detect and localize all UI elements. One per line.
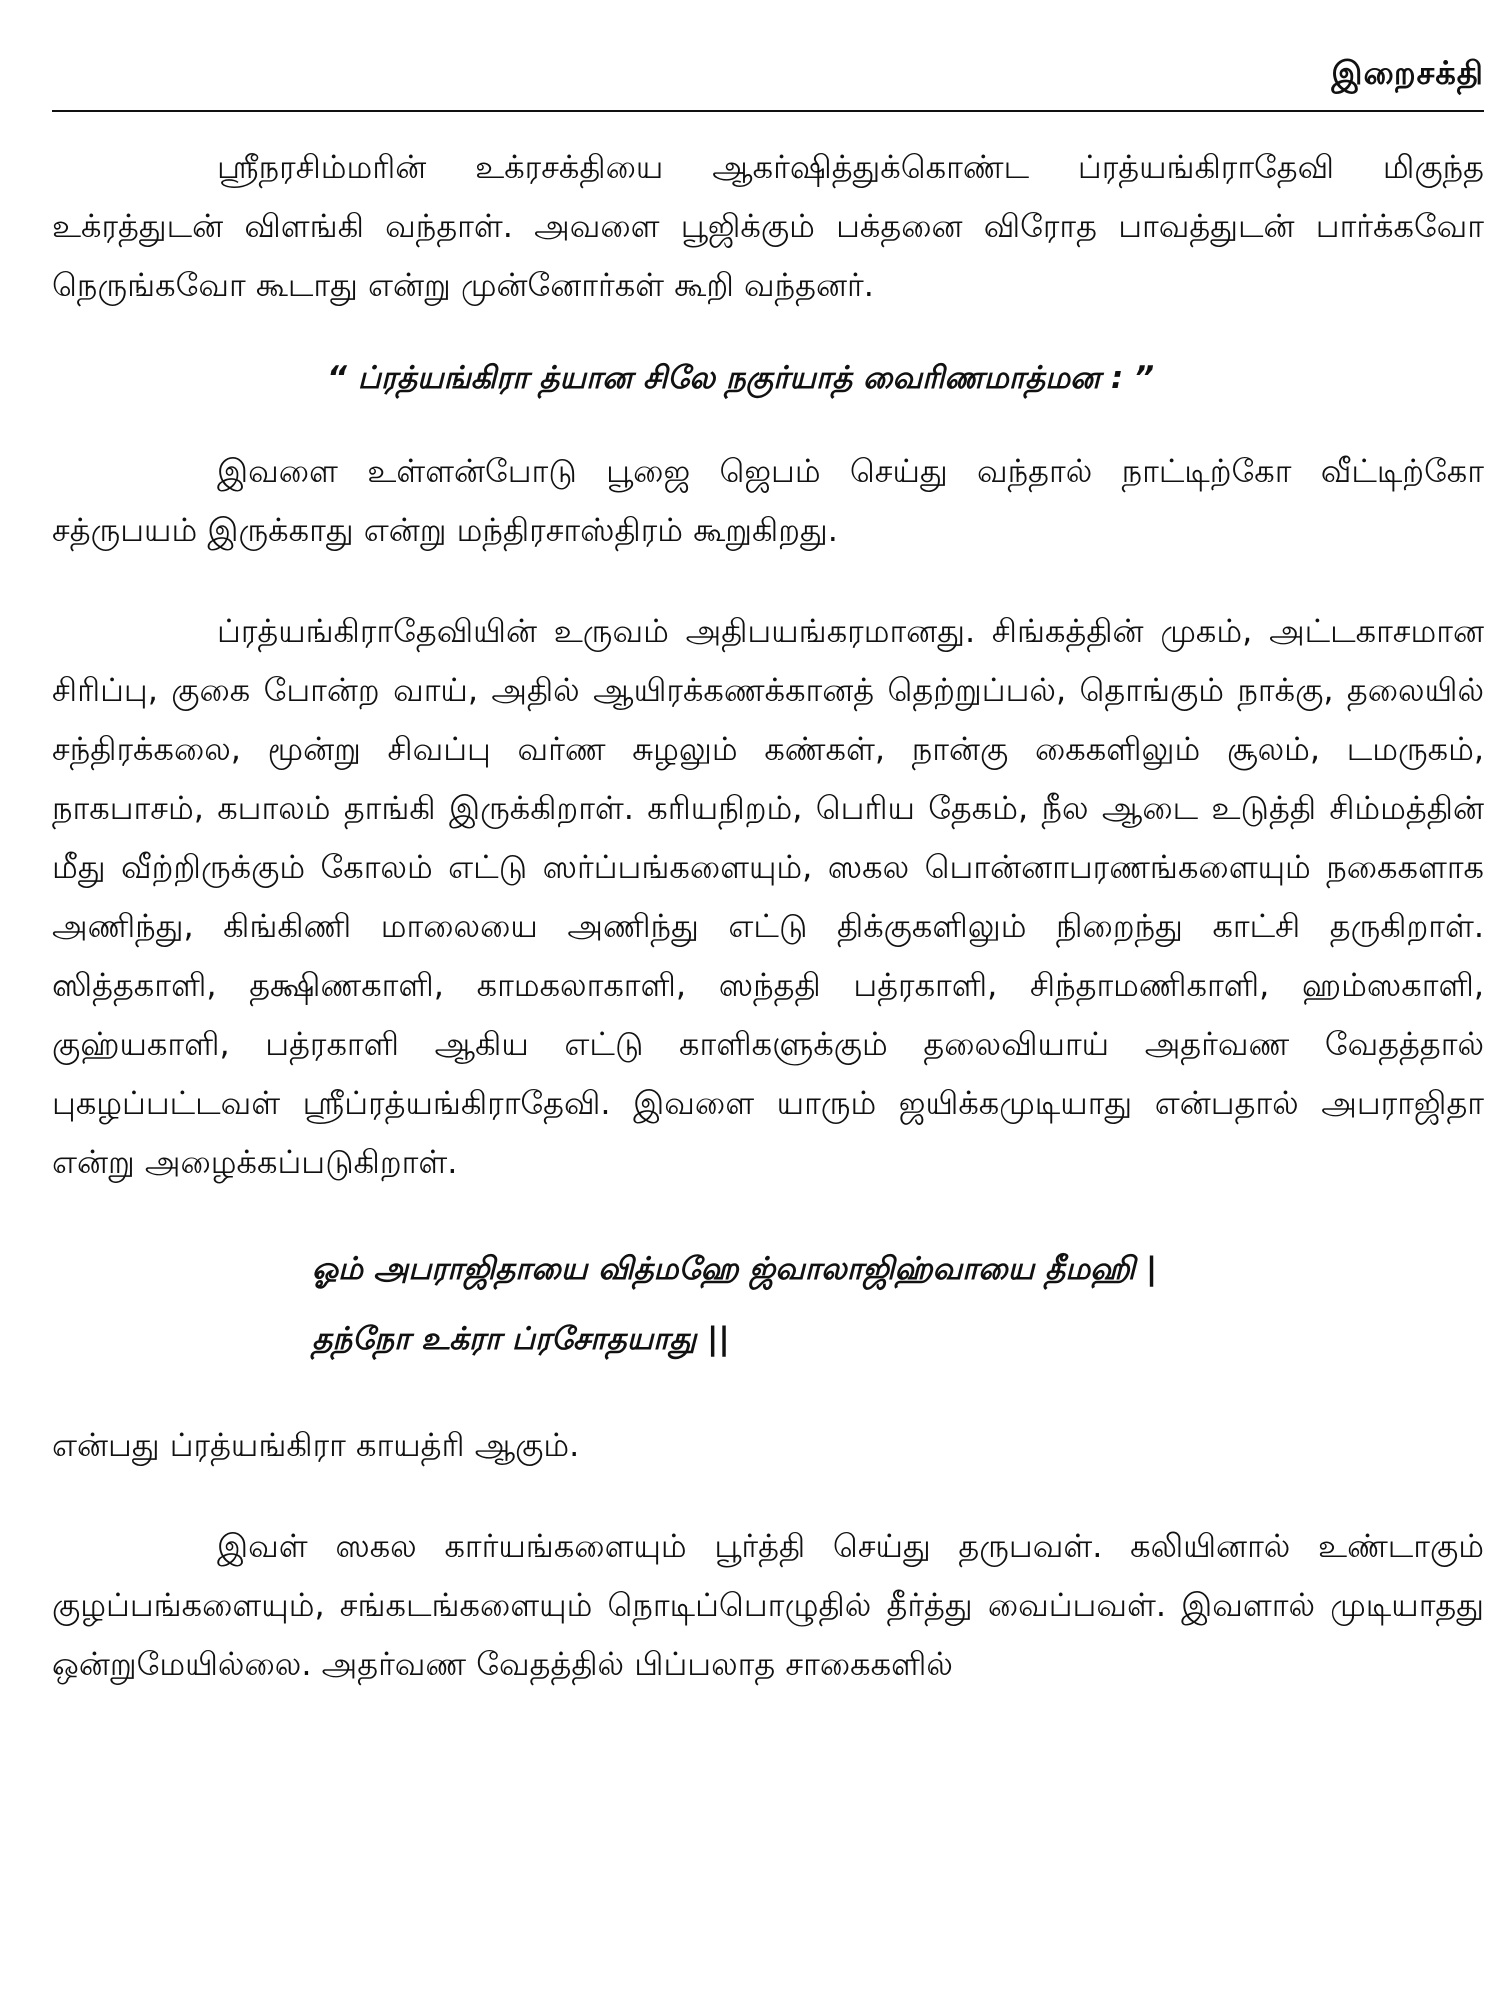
- sanskrit-quote: “ ப்ரத்யங்கிரா த்யான சிலே நகுர்யாத் வைரிணமாத்மன : ”: [327, 360, 1155, 396]
- mantra-line-1: ஓம் அபராஜிதாயை வித்மஹே ஜ்வாலாஜிஹ்வாயை தீமஹி |: [312, 1251, 1158, 1287]
- paragraph-1: ஸ்ரீநரசிம்மரின் உக்ரசக்தியை ஆகர்ஷித்துக்கொண்ட ப்ரத்யங்கிராதேவி மிகுந்த உக்ரத்துடன் விளங்கி வந்தாள். அவளை பூஜிக்கும் பக்தனை விரோத பாவத்துடன் பார்க்கவோ நெருங்கவோ கூடாது என்று முன்னோர்கள் கூறி வந்தனர்.: [52, 148, 1484, 304]
- spacer: [52, 560, 1484, 602]
- spacer: [52, 408, 1484, 442]
- header-rule: [52, 110, 1484, 112]
- spacer: [52, 1374, 1484, 1416]
- paragraph-3: ப்ரத்யங்கிராதேவியின் உருவம் அதிபயங்கரமானது. சிங்கத்தின் முகம், அட்டகாசமான சிரிப்பு, குகை போன்ற வாய், அதில் ஆயிரக்கணக்கானத் தெற்றுப்பல், தொங்கும் நாக்கு, தலையில் சந்திரக்கலை, மூன்று சிவப்பு வர்ண சுழலும் கண்கள், நான்கு கைகளிலும் சூலம், டமருகம், நாகபாசம், கபாலம் தாங்கி இருக்கிறாள். கரியநிறம், பெரிய தேகம், நீல ஆடை உடுத்தி சிம்மத்தின் மீது வீற்றிருக்கும் கோலம் எட்டு ஸர்ப்பங்களையும், ஸகல பொன்னாபரணங்களையும் நகைகளாக அணிந்து, கிங்கிணி மாலையை அணிந்து எட்டு திக்குகளிலும் நிறைந்து காட்சி தருகிறாள். ஸித்தகாளி, தக்ஷிணகாளி, காமகலாகாளி, ஸந்ததி பத்ரகாளி, சிந்தாமணிகாளி, ஹம்ஸகாளி, குஹ்யகாளி, பத்ரகாளி ஆகிய எட்டு காளிகளுக்கும் தலைவியாய் அதர்வண வேதத்தால் புகழப்பட்டவள் ஸ்ரீப்ரத்யங்கிராதேவி. இவளை யாரும் ஜயிக்கமுடியாது என்பதால் அபராஜிதா என்று அழைக்கப்படுகிறாள்.: [52, 612, 1485, 1181]
- gayatri-mantra: [52, 1234, 1484, 1374]
- body-text: [52, 138, 1484, 1694]
- paragraph-4: என்பது ப்ரத்யங்கிரா காயத்ரி ஆகும்.: [52, 1426, 580, 1464]
- spacer: [52, 1192, 1484, 1234]
- paragraph-2: இவளை உள்ளன்போடு பூஜை ஜெபம் செய்து வந்தால் நாட்டிற்கோ வீட்டிற்கோ சத்ருபயம் இருக்காது என்று மந்திரசாஸ்திரம் கூறுகிறது.: [52, 452, 1484, 549]
- mantra-line-2: தந்நோ உக்ரா ப்ரசோதயாது ||: [312, 1321, 730, 1357]
- running-head: இறைசக்தி: [1331, 54, 1484, 92]
- paragraph-5: இவள் ஸகல கார்யங்களையும் பூர்த்தி செய்து தருபவள். கலியினால் உண்டாகும் குழப்பங்களையும், சங்கடங்களையும் நொடிப்பொழுதில் தீர்த்து வைப்பவள். இவளால் முடியாதது ஒன்றுமேயில்லை. அதர்வண வேதத்தில் பிப்பலாத சாகைகளில்: [52, 1527, 1484, 1683]
- spacer: [52, 315, 1484, 349]
- spacer: [52, 1475, 1484, 1517]
